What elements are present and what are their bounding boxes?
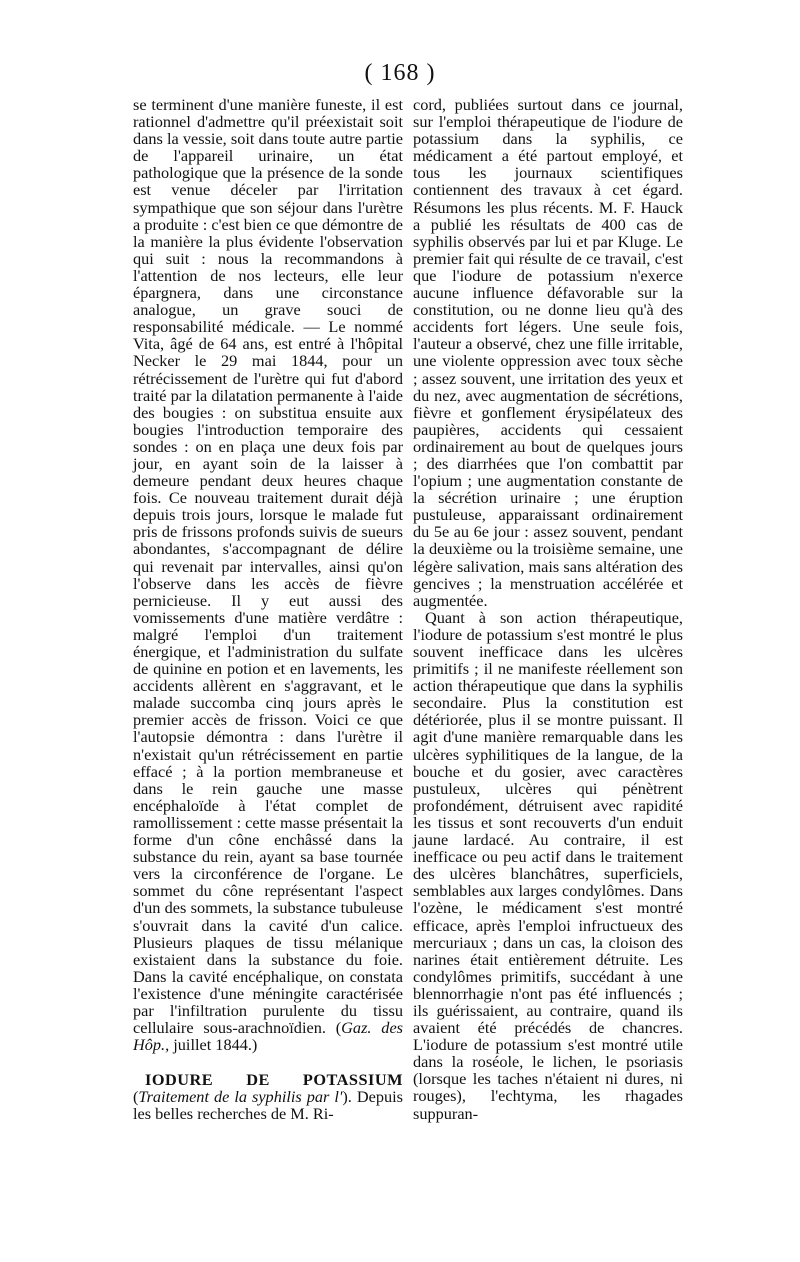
right-paragraph-1: cord, publiées surtout dans ce journal, sur l'emploi thérapeutique de l'iodure de potassium dans la syphilis, ce médicament a été partout employé, et tous les journaux scientifiques contiennent des travaux à cet égard. Résumons les plus récents. M. F. Hauck a publié les résultats de 400 cas de syphilis observés par lui et par Kluge. Le premier fait qui résulte de ce travail, c'est que l'iodure de potassium n'exerce aucune influence défavorable sur la constitution, ou ne donne lieu qu'à des accidents fort légers. Une seule fois, l'auteur a observé, chez une fille irritable, une violente oppression avec toux sèche ; assez souvent, une irritation des yeux et du nez, avec augmentation de sécrétions, fièvre et gonflement érysipélateux des paupières, accidents qui cessaient ordinairement au bout de quelques jours ; des diarrhées que l'on combattit par l'opium ; une augmentation constante de la sécrétion urinaire ; une éruption pustuleuse, apparaissant ordinairement du 5e au 6e jour : assez souvent, pendant la deuxième ou la troisième semaine, une légère salivation, mais sans altération des gencives ; la menstruation accélérée et augmentée. (413, 95, 683, 610)
left-paragraph (133, 96, 403, 1053)
right-paragraph-2: Quant à son action thérapeutique, l'iodure de potassium s'est montré le plus souvent inefficace dans les ulcères primitifs ; il ne manifeste réellement son action thérapeutique que dans la syphilis secondaire. Plus la constitution est détériorée, plus il se montre puissant. Il agit d'une manière remarquable dans les ulcères syphilitiques de la langue, de la bouche et du gosier, avec caractères pustuleux, ulcères qui pénètrent profondément, détruisent avec rapidité les tissus et sont recouverts d'un enduit jaune lardacé. Au contraire, il est inefficace ou peu actif dans le traitement des ulcères blanchâtres, superficiels, semblables aux larges condylômes. Dans l'ozène, le médicament s'est montré efficace, après l'emploi infructueux des mercuriaux ; dans un cas, la cloison des narines était entièrement détruite. Les condylômes primitifs, succédant à une blennorrhagie n'ont pas été influencés ; ils guérissaient, au contraire, quand ils avaient été précédés de chancres. L'iodure de potassium s'est montré utile dans la roséole, le lichen, le psoriasis (lorsque les taches n'étaient ni dures, ni rouges), l'echtyma, les rhagades suppuran- (413, 607, 683, 1123)
left-paragraph-text: se terminent d'une manière funeste, il est rationnel d'admettre qu'il préexistait soit dans la vessie, soit dans toute autre partie de l'appareil urinaire, un état pathologique que la présence de la sonde est venue déceler par l'irritation sympathique que son séjour dans l'urètre a produite : c'est bien ce que démontre de la manière la plus évidente l'observation qui suit : nous la recommandons à l'attention de nos lecteurs, elle leur épargnera, dans une circonstance analogue, un grave souci de responsabilité médicale. — Le nommé Vita, âgé de 64 ans, est entré à l'hôpital Necker le 29 mai 1844, pour un rétrécissement de l'urètre qui fut d'abord traité par la dilatation permanente à l'aide des bougies : on substitua ensuite aux bougies l'introduction temporaire des sondes : on en plaça une deux fois par jour, en ayant soin de la laisser à demeure pendant deux heures chaque fois. Ce nouveau traitement durait déjà depuis trois jours, lorsque le malade fut pris de frissons profonds suivis de sueurs abondantes, s'accompagnant de délire qui revenait par intervalles, ainsi qu'on l'observe dans les accès de fièvre pernicieuse. Il y eut aussi des vomissements d'une matière verdâtre : malgré l'emploi d'un traitement énergique, et l'administration du sulfate de quinine en potion et en lavements, les accidents allèrent en s'aggravant, et le malade succomba cinq jours après le premier accès de frisson. Voici ce que l'autopsie démontra : dans l'urètre il n'existait qu'un rétrécissement en partie effacé ; à la portion membraneuse et dans le rein gauche une masse encéphaloïde à l'état complet de ramollissement : cette masse présentait la forme d'un cône enchâssé dans la substance du rein, ayant sa base tournée vers la circonférence de l'organe. Le sommet du cône représentant l'aspect d'un des sommets, la substance tubuleuse s'ouvrait dans la cavité d'un calice. Plusieurs plaques de tissu mélanique existaient dans la substance du foie. Dans la cavité encéphalique, on constata l'existence d'une méningite caractérisée par l'infiltration purulente du tissu cellulaire sous-arachnoïdien. (133, 95, 403, 1038)
heading-close: ). (342, 1087, 352, 1107)
section-heading: IODURE DE POTASSIUM (145, 1070, 403, 1090)
page-number: ( 168 ) (364, 60, 436, 86)
heading-body-text: Depuis les belles recherches de M. Ri- (133, 1087, 403, 1124)
citation-close: , juillet 1844.) (165, 1035, 258, 1055)
right-column (413, 96, 683, 1122)
citation-journal: Gaz. des Hôp. (133, 1018, 404, 1055)
left-column (133, 96, 403, 1123)
section-heading-paragraph (133, 1071, 403, 1122)
citation-open: ( (335, 1018, 342, 1038)
heading-subtitle: Traitement de la syphilis par l' (138, 1087, 343, 1107)
heading-open: ( (133, 1087, 139, 1107)
